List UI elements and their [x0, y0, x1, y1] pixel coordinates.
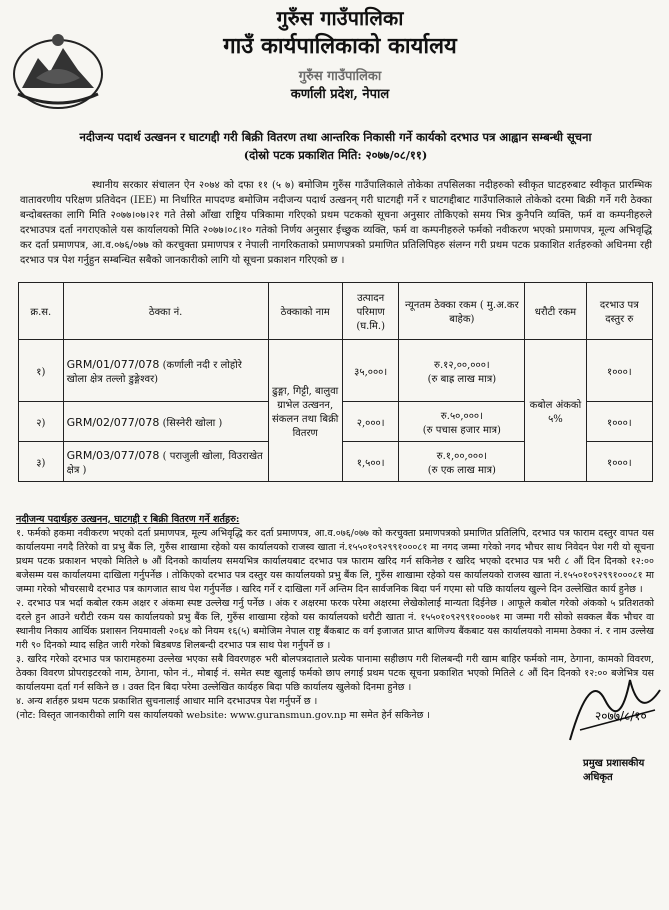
office-stamp: गुरुँस गाउँपालिका	[298, 69, 382, 84]
contract-code: GRM/01/077/078	[66, 357, 160, 371]
office-address	[140, 84, 540, 102]
contract-note: (कर्णाली नदी र लोहोरे खोला क्षेत्र तल्लो डुङ्गेश्वर)	[66, 359, 242, 385]
contract-note: ( पराजुली खोला, विउराखेत क्षेत्र )	[66, 450, 263, 476]
municipality-name: गुरुँस गाउँपालिका	[276, 6, 404, 30]
terms-section	[16, 513, 654, 723]
terms-item: १. फर्मको हकमा नवीकरण भएको दर्ता प्रमाणपत्र, मूल्य अभिवृद्धि कर दर्ता प्रमाणपत्र, आ.व.०७६/०७७ को करचुक्ता प्रमाणपत्रको प्रमाणित प्रतिलिपि, दरभाउ पत्र फाराम दस्तुर वापत यस कार्यालयमा नगदै तिरेको वा प्रभु बैंक लि, गुरुँस शाखामा रहेको यस कार्यालयको राजस्व खाता नं.१५५०१०९२९९१०००८१ मा नगद जम्मा गरेको नगद भौचर साथ निवेदन पेश गरी यो सूचना प्रथम पटक प्रकाशन भएको मितिले ७ औं दिनको कार्यालय समयभित्र कार्यालयबाट दरभाउ पत्र फाराम खरिद गर्न सकिनेछ र खरिद भएको दरभाउ पत्र भरी ८ औं दिन दिनको १२:०० बजेसम्म यस कार्यालयमा दाखिला गर्नुपर्नेछ । तोकिएको दरभाउ पत्र दस्तुर यस कार्यालयको प्रभु बैंक लि, गुरुँस शाखामा रहेको यस कार्यालयको राजस्व खाता नं.१५५०१०९२९९१०००८१ मा जम्मा गरेको भौचरसाथै दरभाउ पत्र कागजात साथ पेश गर्नुपर्नेछ । खरिद गर्ने र दाखिला गर्ने अन्तिम दिन सार्वजनिक बिदा पर्न गएमा सो पछि कार्यालय खुल्ने दिन उल्लेखित कार्य हुनेछ ।	[16, 528, 654, 595]
amount-figure: रु.५०,०००।	[440, 410, 483, 422]
cell-amount	[399, 340, 525, 402]
amount-words: (रु बाह्र लाख मात्र)	[427, 373, 497, 385]
col-header-qty: उत्पादन परिमाण (घ.मि.)	[342, 283, 399, 340]
col-header-sn: क्र.स.	[19, 283, 64, 340]
notice-intro: स्थानीय सरकार संचालन ऐन २०७४ को दफा ११ (५ ७) बमोजिम गुरुँस गाउँपालिकाले तोकेका तपसिलका नदीहरुको स्वीकृत घाटहरुबाट स्वीकृत प्रारम्भिक वातावरणीय परिक्षण प्रतिवेदन (IEE) मा निर्धारित मापदण्ड बमोजिम नदीजन्य पदार्थ उत्खनन् गरी घाटगद्दी गर्ने र घाटगद्दीबाट गाउँपालिकाले तोकेको दरमा बिक्री गर्ने गरी ठेक्का बन्दोबस्तका लागि मिति २०७७।०७।२१ गते तेस्रो आँखा राष्ट्रिय पत्रिकामा गरिएको प्रथम पटकको सूचना अनुसार तोकिएको समय भित्र कुनैपनि व्यक्ति, फर्म वा कम्पनीहरुले दरभाउपत्र दर्ता नगराएकोले यस कार्यालयको मिति २०७७।०८।१० गतेको निर्णय अनुसार ईच्छुक व्यक्ति, फर्म वा कम्पनीहरुले फर्मको नवीकरण भएको प्रमाणपत्र, मूल्य अभिवृद्धि कर दर्ता प्रमाणपत्र, आ.व.०७६/०७७ को करचुक्ता प्रमाणपत्र र नेपाली नागरिकताको प्रमाणपत्रको प्रमाणित प्रतिलिपिहरु संलग्न गरी प्रथम पटक प्रकाशित शर्तहरुको अधिनमा रही दरभाउ पत्र पेश गर्नुहुन सम्बन्धित सबैको जानकारीको लागि यो सूचना प्रकाशन गरिएको छ ।	[20, 180, 652, 266]
amount-words: (रु पचास हजार मात्र)	[422, 424, 501, 436]
contract-code: GRM/03/077/078	[66, 448, 160, 462]
country-name: , नेपाल	[353, 87, 390, 102]
col-header-deposit: धरौटी रकम	[525, 283, 586, 340]
terms-item: २. दरभाउ पत्र भर्दा कबोल रकम अक्षर र अंकमा स्पष्ट उल्लेख गर्नु पर्नेछ । अंक र अक्षरमा फरक परेमा अक्षरमा लेखेकोलाई मान्यता दिईनेछ । आफूले कबोल गरेको अंकको ५ प्रतिशतको दरले हुन आउने धरौटी रकम यस कार्यालयको प्रभु बैंक लि, गुरुँस शाखामा रहेको यस कार्यालयको धरौटी खाता नं. १५५०१०९२९९१०००७१ मा जम्मा गरी सोको सक्कल बैंक भौचर वा स्थानीय निकाय आर्थिक प्रशासन नियमावली २०६४ को नियम १६(५) बमोजिम नेपाल राष्ट्र बैंकबाट क वर्ग इजाजत प्राप्त बाणिज्य बैंकबाट यस कार्यालयको नाममा ठेक्का नं. र नाम उल्लेख गरी ९० दिनको म्याद सहित जारी गरेको बिडबण्ड शिलबन्दी दरभाउ पत्र साथ पेश गर्नुपर्ने छ ।	[16, 598, 654, 651]
cell-fee: १०००।	[586, 340, 652, 402]
office-name: गाउँ कार्यपालिकाको कार्यालय	[223, 33, 457, 59]
cell-fee: १०००।	[586, 402, 652, 442]
cell-code	[63, 402, 268, 442]
cell-deposit: कबोल अंकको ५%	[525, 340, 586, 482]
col-header-fee: दरभाउ पत्र दस्तुर रु	[586, 283, 652, 340]
col-header-name: ठेक्काको नाम	[268, 283, 342, 340]
cell-qty: ३५,०००।	[342, 340, 399, 402]
terms-item: ४. अन्य शर्तहरु प्रथम पटक प्रकाशित सुचनालाई आधार मानि दरभाउपत्र पेश गर्नुपर्ने छ ।	[16, 696, 318, 707]
cell-fee: १०००।	[586, 442, 652, 482]
table-row	[19, 340, 653, 402]
cell-amount	[399, 402, 525, 442]
signature-icon	[560, 660, 669, 756]
cell-sn: ३)	[19, 442, 64, 482]
table-header-row	[19, 283, 653, 340]
cell-sn: २)	[19, 402, 64, 442]
col-header-code: ठेक्का नं.	[63, 283, 268, 340]
terms-note: (नोट: विस्तृत जानकारीको लागि यस कार्यालयको website: www.guransmun.gov.np मा समेत हेर्न सकिनेछ ।	[16, 710, 430, 721]
signature-date: २०७७/८/१०	[595, 709, 647, 723]
cell-qty: २,०००।	[342, 402, 399, 442]
terms-item: ३. खरिद गरेको दरभाउ पत्र फारामहरुमा उल्लेख भएका सबै विवरणहरु भरी बोलपत्रदाताले प्रत्येक पानामा सहीछाप गरी शिलबन्दी गरी खाम बाहिर फर्मको नाम, ठेगाना, कामको विवरण, ठेक्का विवरण प्रोपराइटरको नाम, ठेगाना, फोन नं., मोबाई नं. समेत स्पष्ट खुलाई फर्मको छाप लगाई प्रथम पटक सूचना प्रकाशित भएको मितिले ८ औं दिन दिनको १२:०० बजेभित्र यस कार्यालयमा दर्ता गर्न सकिने छ । उक्त दिन बिदा परेमा उल्लेखित कार्यहरु बिदा पछि कार्यालय खुलेको दिनमा हुनेछ ।	[16, 654, 654, 693]
cell-code	[63, 340, 268, 402]
signatory-title: प्रमुख प्रशासकीय अधिकृत	[583, 758, 645, 783]
amount-words: (रु एक लाख मात्र)	[427, 464, 496, 476]
col-header-amount: न्यूनतम ठेक्का रकम ( मु.अ.कर बाहेक)	[399, 283, 525, 340]
cell-item-name: ढुङ्गा, गिट्टी, बालुवा ग्राभेल उत्खनन, संकलन तथा बिक्री वितरण	[268, 340, 342, 482]
amount-figure: रु.१,००,०००।	[436, 450, 488, 462]
notice-title: नदीजन्य पदार्थ उत्खनन र घाटगद्दी गरी बिक्री वितरण तथा आन्तरिक निकासी गर्ने कार्यको दरभाउ पत्र आह्वान सम्बन्धी सूचना	[79, 130, 592, 144]
amount-figure: रु.१२,००,०००।	[433, 359, 490, 371]
contract-note: (सिस्नेरी खोला )	[162, 417, 223, 429]
contract-table	[18, 282, 653, 482]
contract-code: GRM/02/077/078	[66, 415, 160, 429]
district-name: कर्णाली प्रदेश	[290, 87, 354, 102]
notice-subtitle: (दोस्रो पटक प्रकाशित मिति: २०७७/०८/११)	[243, 148, 428, 162]
nepal-emblem-icon	[8, 28, 108, 110]
cell-sn: १)	[19, 340, 64, 402]
cell-qty: १,५००।	[342, 442, 399, 482]
cell-amount	[399, 442, 525, 482]
cell-code	[63, 442, 268, 482]
terms-heading: नदीजन्य पदार्थहरु उत्खनन, घाटगद्दी र बिक्री वितरण गर्ने शर्तहरु:	[16, 514, 240, 525]
